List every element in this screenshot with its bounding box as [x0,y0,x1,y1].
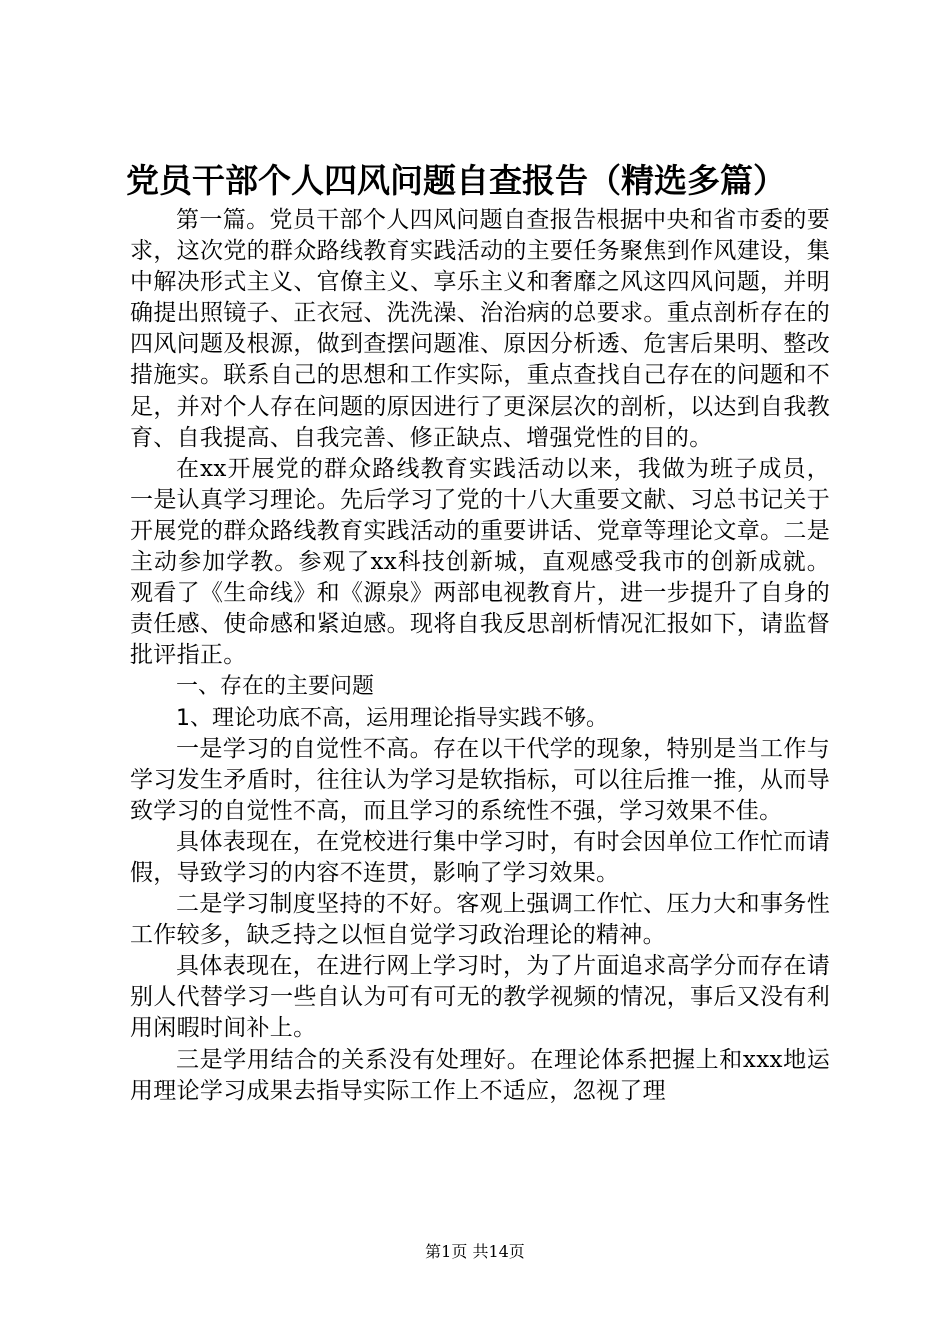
page-number-footer: 第1页 共14页 [425,1242,525,1261]
document-title: 党员干部个人四风问题自查报告（精选多篇） [126,161,786,200]
paragraph: 具体表现在，在进行网上学习时，为了片面追求高学分而存在请别人代替学习一些自认为可有可无的教学视频的情况，事后又没有利用闲暇时间补上。 [130,953,830,1042]
paragraph: 在xx开展党的群众路线教育实践活动以来，我做为班子成员，一是认真学习理论。先后学习了党的十八大重要文献、习总书记关于开展党的群众路线教育实践活动的重要讲话、党章等理论文章。二是主动参加学教。参观了xx科技创新城，直观感受我市的创新成就。观看了《生命线》和《源泉》两部电视教育片，进一步提升了自身的责任感、使命感和紧迫感。现将自我反思剖析情况汇报如下，请监督批评指正。 [130,455,830,669]
section-heading: 一、存在的主要问题 [176,674,375,700]
paragraph: 二是学习制度坚持的不好。客观上强调工作忙、压力大和事务性工作较多，缺乏持之以恒自觉学习政治理论的精神。 [130,891,830,949]
paragraph: 三是学用结合的关系没有处理好。在理论体系把握上和xxx地运用理论学习成果去指导实际工作上不适应，忽视了理 [130,1046,830,1104]
subsection-heading: 1、理论功底不高，运用理论指导实践不够。 [176,705,608,731]
paragraph: 具体表现在，在党校进行集中学习时，有时会因单位工作忙而请假，导致学习的内容不连贯，影响了学习效果。 [130,828,830,886]
paragraph: 第一篇。党员干部个人四风问题自查报告根据中央和省市委的要求，这次党的群众路线教育实践活动的主要任务聚焦到作风建设，集中解决形式主义、官僚主义、享乐主义和奢靡之风这四风问题，并明确提出照镜子、正衣冠、洗洗澡、治治病的总要求。重点剖析存在的四风问题及根源，做到查摆问题准、原因分析透、危害后果明、整改措施实。联系自己的思想和工作实际，重点查找自己存在的问题和不足，并对个人存在问题的原因进行了更深层次的剖析，以达到自我教育、自我提高、自我完善、修正缺点、增强党性的目的。 [130,207,830,451]
paragraph: 一是学习的自觉性不高。存在以干代学的现象，特别是当工作与学习发生矛盾时，往往认为学习是软指标，可以往后推一推，从而导致学习的自觉性不高，而且学习的系统性不强，学习效果不佳。 [130,735,830,824]
document-body [130,205,830,1107]
